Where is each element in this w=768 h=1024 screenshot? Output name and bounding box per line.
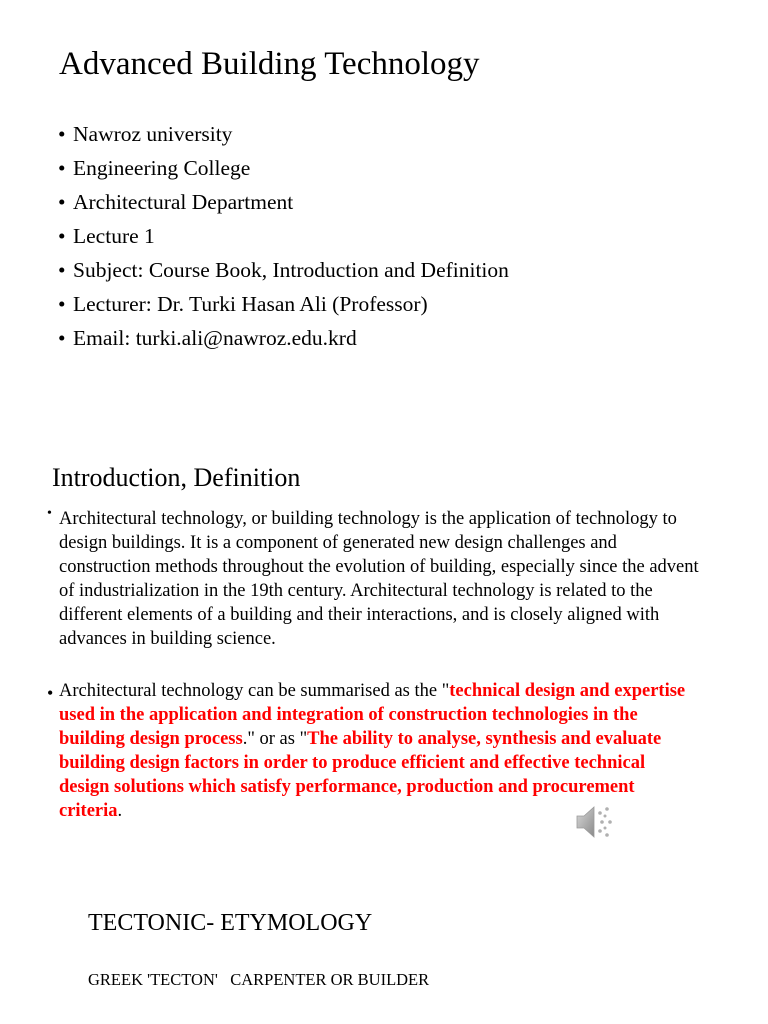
bullet-icon: •	[58, 292, 66, 316]
definition-paragraph: Architectural technology, or building technology is the application of technology to design buildings. It is a component of generated new design challenges and construction methods throughout the evolution of building, especially since the advent of industrialization in the 19th century. Architectural technology is related to the different elements of a building and their interactions, and is closely aligned with advances in building science.	[59, 509, 699, 649]
speaker-icon[interactable]	[574, 801, 616, 843]
summary-paragraph: Architectural technology can be summarised as the "technical design and expertise used in the application and integration of construction technologies in the building design process." or as "The ability to analyse, synthesis and evaluate building design factors in order to produce efficient and effective technical design solutions which satisfy performance, production and procurement criteria.	[59, 681, 686, 821]
bullet-icon: •	[58, 326, 66, 350]
bullet-icon: •	[58, 224, 66, 248]
bullet-icon: •	[58, 190, 66, 214]
slide-title: Advanced Building Technology	[59, 46, 480, 82]
bullet-icon: •	[58, 156, 66, 180]
bullet-icon: •	[47, 683, 54, 703]
list-item: • Architectural Department	[58, 185, 509, 219]
section-heading: Introduction, Definition	[52, 463, 301, 492]
list-item: • Subject: Course Book, Introduction and Definition	[58, 253, 509, 287]
bullet-icon: •	[58, 122, 66, 146]
list-item: • Lecturer: Dr. Turki Hasan Ali (Professor)	[58, 287, 509, 321]
bullet-icon: •	[58, 258, 66, 282]
bullet-icon: •	[47, 506, 52, 521]
highlighted-definition: technical design and expertise used in the application and integration of construction technologies in the building design process	[59, 681, 686, 749]
section-heading: TECTONIC- ETYMOLOGY	[88, 910, 373, 936]
list-item: • Nawroz university	[58, 117, 509, 151]
list-item: • Engineering College	[58, 151, 509, 185]
etymology-line: GREEK 'TECTON' CARPENTER OR BUILDER	[88, 970, 430, 989]
list-item: • Email: turki.ali@nawroz.edu.krd	[58, 321, 509, 355]
list-item: • Lecture 1	[58, 219, 509, 253]
highlighted-definition: The ability to analyse, synthesis and evaluate building design factors in order to produce efficient and effective technical design solutions which satisfy performance, production and procurement criteria	[59, 729, 662, 821]
course-info-list	[58, 117, 509, 355]
